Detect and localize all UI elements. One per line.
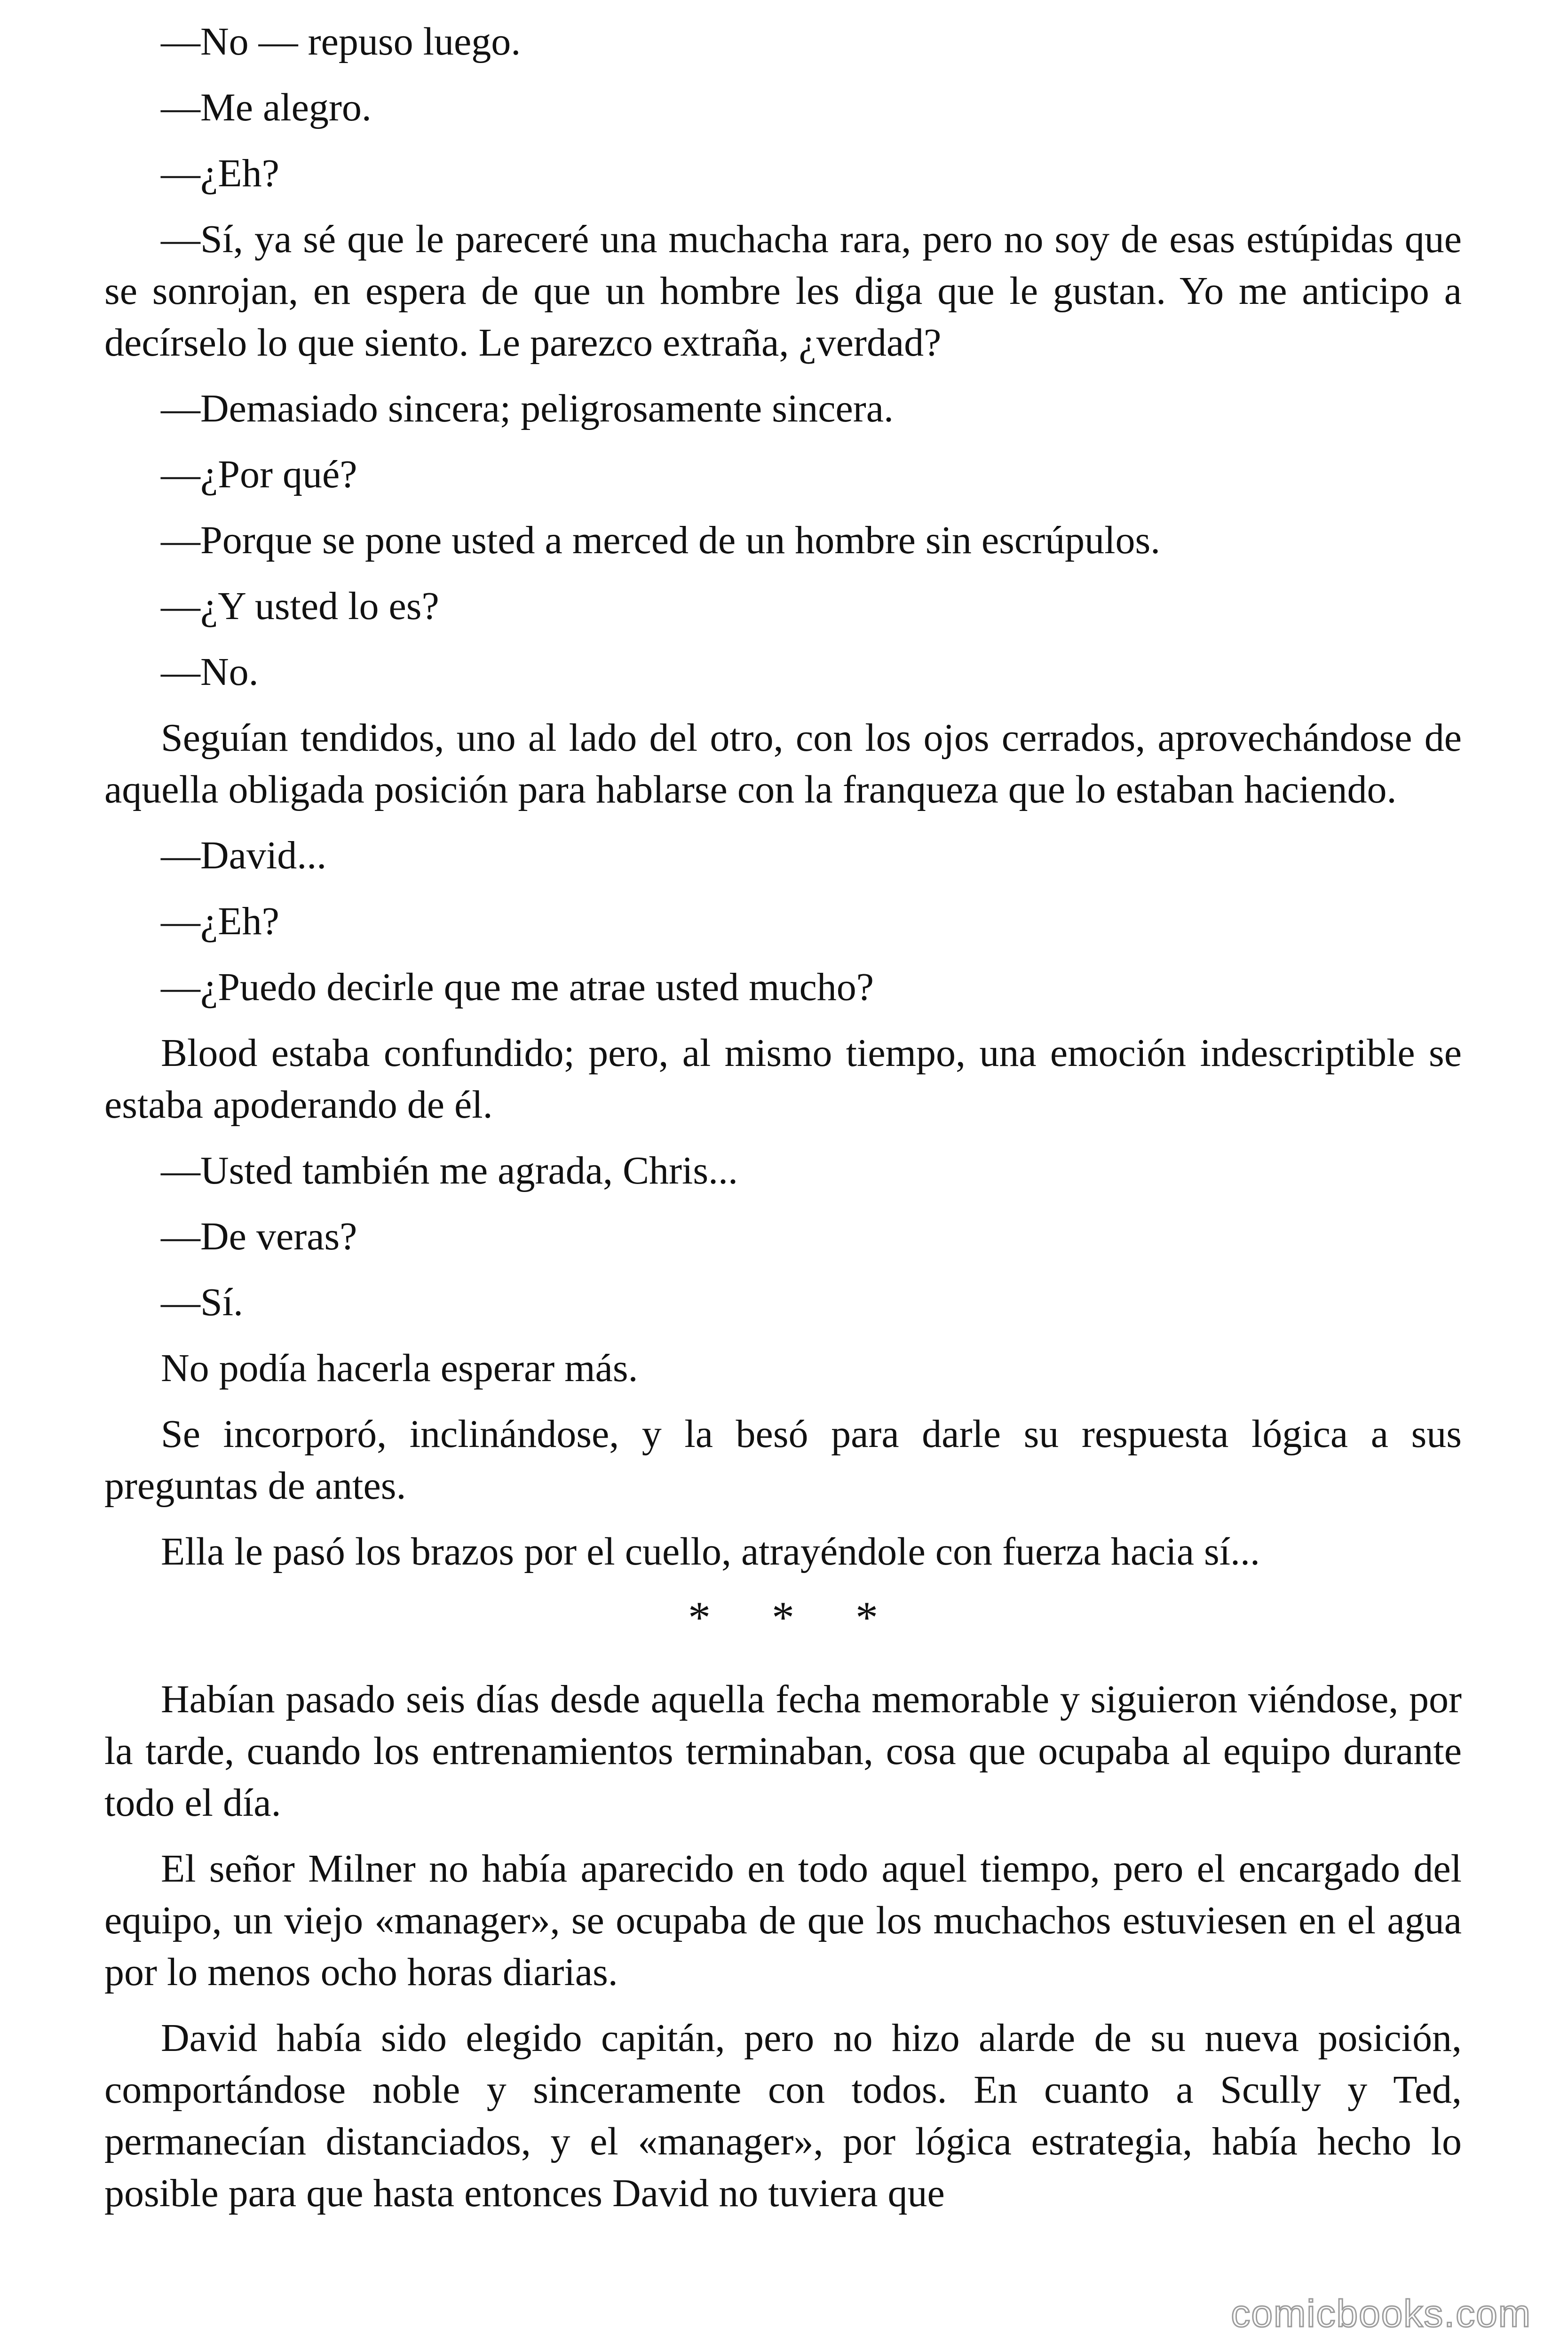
paragraph: David había sido elegido capitán, pero no hizo alarde de su nueva posición, comportándose noble y sinceramente con todos. En cuanto a Scully y Ted, permanecían distanciados, y el «manager», por lógica estrategia, había hecho lo posible para que hasta entonces David no tuviera que	[104, 2016, 1462, 2215]
asterisk: *	[855, 1592, 878, 1643]
paragraph: Habían pasado seis días desde aquella fecha memorable y siguieron viéndose, por la tarde, cuando los entrenamientos terminaban, cosa que ocupaba al equipo durante todo el día.	[104, 1677, 1462, 1825]
paragraph: Ella le pasó los brazos por el cuello, atrayéndole con fuerza hacia sí...	[161, 1530, 1260, 1573]
watermark: comicbooks.com	[1231, 2292, 1531, 2335]
paragraph: —De veras?	[161, 1215, 357, 1258]
paragraph: —Me alegro.	[161, 86, 372, 129]
paragraph: —Sí, ya sé que le pareceré una muchacha rara, pero no soy de esas estúpidas que se sonrojan, en espera de que un hombre les diga que le gustan. Yo me anticipo a decírselo lo que siento. Le parezco extraña, ¿verdad?	[104, 217, 1462, 365]
paragraph: —Sí.	[161, 1280, 244, 1324]
paragraph: —David...	[161, 834, 327, 877]
paragraph: Seguían tendidos, uno al lado del otro, con los ojos cerrados, aprovechándose de aquella obligada posición para hablarse con la franqueza que lo estaban haciendo.	[104, 716, 1462, 811]
section-separator	[104, 1592, 1462, 1644]
paragraph: El señor Milner no había aparecido en todo aquel tiempo, pero el encargado del equipo, un viejo «manager», se ocupaba de que los muchachos estuviesen en el agua por lo menos ocho horas diarias.	[104, 1847, 1462, 1994]
paragraph: —¿Y usted lo es?	[161, 584, 439, 628]
paragraph: —No — repuso luego.	[161, 20, 521, 64]
text-column	[104, 16, 1462, 2233]
paragraph: —¿Puedo decirle que me atrae usted mucho?	[161, 965, 874, 1009]
paragraph: Se incorporó, inclinándose, y la besó para darle su respuesta lógica a sus preguntas de antes.	[104, 1412, 1462, 1508]
asterisk: *	[688, 1592, 711, 1643]
asterisk: *	[772, 1592, 794, 1643]
paragraph: —¿Por qué?	[161, 453, 357, 496]
paragraph: —Porque se pone usted a merced de un hombre sin escrúpulos.	[161, 518, 1161, 562]
paragraph: —Demasiado sincera; peligrosamente sincera.	[161, 387, 894, 430]
paragraph: No podía hacerla esperar más.	[161, 1346, 638, 1390]
paragraph: —¿Eh?	[161, 899, 279, 943]
paragraph: —¿Eh?	[161, 151, 279, 195]
paragraph: —No.	[161, 650, 259, 694]
paragraph: Blood estaba confundido; pero, al mismo tiempo, una emoción indescriptible se estaba apoderando de él.	[104, 1031, 1462, 1127]
paragraph: —Usted también me agrada, Chris...	[161, 1149, 738, 1192]
